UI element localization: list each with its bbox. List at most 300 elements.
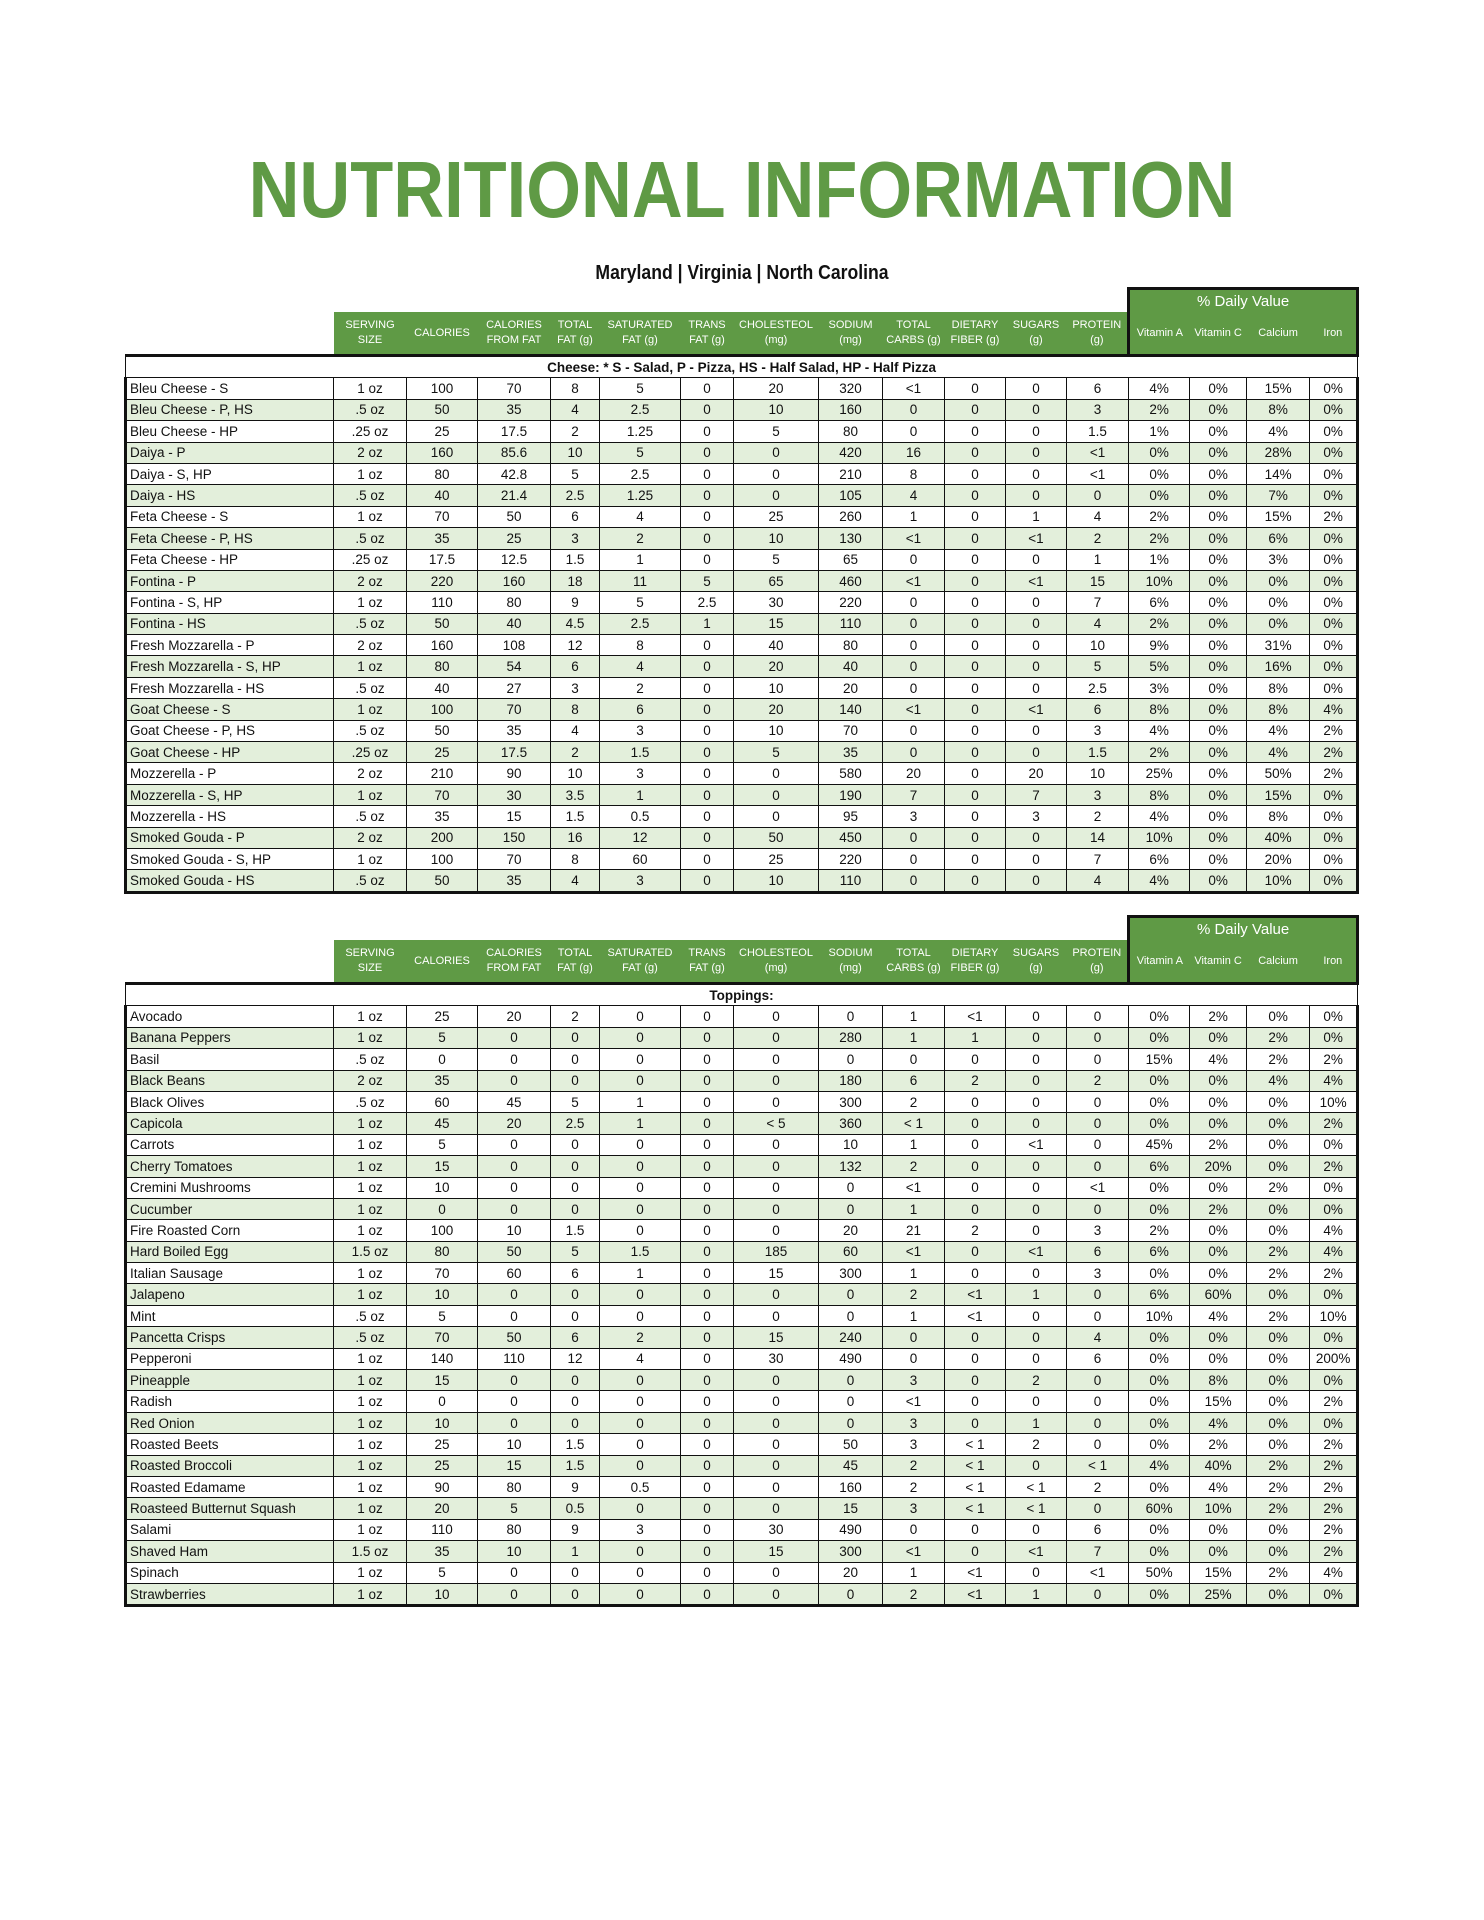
- column-header-iron: Iron: [1310, 940, 1358, 984]
- value-cell-sugars: < 1: [1006, 1476, 1067, 1497]
- value-cell-total-carbs: 1: [883, 1006, 945, 1027]
- value-cell-total-fat: 0: [551, 1305, 600, 1326]
- value-cell-saturated-fat: 0: [600, 1156, 681, 1177]
- value-cell-vitamin-a: 0%: [1129, 1070, 1190, 1091]
- value-cell-vitamin-c: 0%: [1190, 848, 1247, 869]
- value-cell-protein: 10: [1067, 635, 1129, 656]
- value-cell-total-carbs: < 1: [883, 1113, 945, 1134]
- value-cell-saturated-fat: 0: [600, 1434, 681, 1455]
- value-cell-dietary-fiber: 0: [945, 1177, 1006, 1198]
- value-cell-calories: 35: [407, 1070, 478, 1091]
- value-cell-vitamin-c: 0%: [1190, 570, 1247, 591]
- value-cell-serving-size: 2 oz: [334, 827, 407, 848]
- value-cell-dietary-fiber: 0: [945, 1156, 1006, 1177]
- value-cell-sugars: 0: [1006, 1156, 1067, 1177]
- value-cell-calories-from-fat: 35: [478, 870, 551, 892]
- value-cell-sodium: 280: [819, 1027, 883, 1048]
- value-cell-calories-from-fat: 12.5: [478, 549, 551, 570]
- value-cell-total-carbs: 0: [883, 827, 945, 848]
- value-cell-vitamin-c: 4%: [1190, 1476, 1247, 1497]
- value-cell-vitamin-a: 15%: [1129, 1049, 1190, 1070]
- value-cell-dietary-fiber: 0: [945, 378, 1006, 399]
- value-cell-calories-from-fat: 108: [478, 635, 551, 656]
- value-cell-sodium: 190: [819, 784, 883, 805]
- value-cell-total-fat: 0: [551, 1134, 600, 1155]
- table-row: [126, 485, 1358, 506]
- column-header-protein: PROTEIN (g): [1067, 312, 1129, 356]
- value-cell-calcium: 2%: [1247, 1455, 1310, 1476]
- value-cell-cholesterol: 65: [734, 570, 819, 591]
- value-cell-sodium: 0: [819, 1391, 883, 1412]
- value-cell-dietary-fiber: 0: [945, 1391, 1006, 1412]
- value-cell-total-fat: 6: [551, 1263, 600, 1284]
- value-cell-protein: 3: [1067, 784, 1129, 805]
- daily-value-header: % Daily Value: [1129, 289, 1358, 313]
- value-cell-calcium: 0%: [1247, 1113, 1310, 1134]
- value-cell-vitamin-a: 6%: [1129, 1241, 1190, 1262]
- value-cell-protein: 0: [1067, 1027, 1129, 1048]
- value-cell-calcium: 2%: [1247, 1305, 1310, 1326]
- value-cell-calories-from-fat: 15: [478, 806, 551, 827]
- value-cell-calories: 200: [407, 827, 478, 848]
- value-cell-protein: 2.5: [1067, 677, 1129, 698]
- value-cell-dietary-fiber: 0: [945, 763, 1006, 784]
- value-cell-calories-from-fat: 45: [478, 1091, 551, 1112]
- value-cell-calories: 0: [407, 1198, 478, 1219]
- value-cell-vitamin-a: 1%: [1129, 421, 1190, 442]
- value-cell-serving-size: .5 oz: [334, 1305, 407, 1326]
- value-cell-cholesterol: 15: [734, 1263, 819, 1284]
- value-cell-calories-from-fat: 0: [478, 1049, 551, 1070]
- value-cell-total-fat: 0: [551, 1156, 600, 1177]
- value-cell-trans-fat: 0: [681, 1305, 734, 1326]
- value-cell-calories: 25: [407, 1006, 478, 1027]
- value-cell-serving-size: .5 oz: [334, 485, 407, 506]
- value-cell-dietary-fiber: 0: [945, 613, 1006, 634]
- value-cell-total-fat: 0: [551, 1583, 600, 1605]
- value-cell-serving-size: .5 oz: [334, 806, 407, 827]
- value-cell-calories: 15: [407, 1156, 478, 1177]
- value-cell-calories: 60: [407, 1091, 478, 1112]
- value-cell-iron: 0%: [1310, 399, 1358, 420]
- value-cell-serving-size: 1 oz: [334, 506, 407, 527]
- value-cell-iron: 0%: [1310, 485, 1358, 506]
- value-cell-protein: 6: [1067, 1519, 1129, 1540]
- value-cell-serving-size: 1 oz: [334, 784, 407, 805]
- item-name-cell: Bleu Cheese - S: [126, 378, 334, 399]
- value-cell-iron: 4%: [1310, 699, 1358, 720]
- value-cell-calories: 100: [407, 378, 478, 399]
- value-cell-vitamin-c: 2%: [1190, 1198, 1247, 1219]
- value-cell-dietary-fiber: 0: [945, 635, 1006, 656]
- value-cell-calcium: 0%: [1247, 1412, 1310, 1433]
- value-cell-calories: 40: [407, 677, 478, 698]
- value-cell-cholesterol: 15: [734, 613, 819, 634]
- value-cell-vitamin-c: 0%: [1190, 1519, 1247, 1540]
- value-cell-total-fat: 3.5: [551, 784, 600, 805]
- value-cell-sodium: 65: [819, 549, 883, 570]
- value-cell-saturated-fat: 0: [600, 1006, 681, 1027]
- value-cell-trans-fat: 0: [681, 1519, 734, 1540]
- item-name-cell: Carrots: [126, 1134, 334, 1155]
- value-cell-iron: 0%: [1310, 1027, 1358, 1048]
- item-name-cell: Fontina - P: [126, 570, 334, 591]
- value-cell-trans-fat: 0: [681, 720, 734, 741]
- value-cell-calories: 10: [407, 1583, 478, 1605]
- value-cell-sodium: 220: [819, 592, 883, 613]
- value-cell-vitamin-a: 2%: [1129, 1220, 1190, 1241]
- value-cell-calories-from-fat: 90: [478, 763, 551, 784]
- value-cell-total-carbs: 3: [883, 806, 945, 827]
- value-cell-saturated-fat: 1.5: [600, 742, 681, 763]
- value-cell-serving-size: 1 oz: [334, 699, 407, 720]
- value-cell-serving-size: 2 oz: [334, 635, 407, 656]
- value-cell-serving-size: 1 oz: [334, 1498, 407, 1519]
- value-cell-total-fat: 0: [551, 1027, 600, 1048]
- header-spacer: [126, 917, 1129, 941]
- value-cell-protein: 7: [1067, 592, 1129, 613]
- value-cell-iron: 2%: [1310, 1498, 1358, 1519]
- value-cell-trans-fat: 0: [681, 1091, 734, 1112]
- value-cell-trans-fat: 0: [681, 1412, 734, 1433]
- value-cell-saturated-fat: 8: [600, 635, 681, 656]
- value-cell-calcium: 7%: [1247, 485, 1310, 506]
- item-name-cell: Feta Cheese - HP: [126, 549, 334, 570]
- item-name-cell: Red Onion: [126, 1412, 334, 1433]
- value-cell-calories-from-fat: 50: [478, 1327, 551, 1348]
- value-cell-serving-size: 1 oz: [334, 1348, 407, 1369]
- value-cell-vitamin-a: 0%: [1129, 1327, 1190, 1348]
- value-cell-iron: 0%: [1310, 1198, 1358, 1219]
- value-cell-total-carbs: 0: [883, 592, 945, 613]
- value-cell-calories: 80: [407, 463, 478, 484]
- value-cell-iron: 0%: [1310, 635, 1358, 656]
- item-name-cell: Fontina - HS: [126, 613, 334, 634]
- nutrition-table: [124, 287, 1359, 894]
- value-cell-total-carbs: 0: [883, 870, 945, 892]
- value-cell-total-carbs: 0: [883, 742, 945, 763]
- value-cell-dietary-fiber: 0: [945, 1327, 1006, 1348]
- value-cell-sodium: 0: [819, 1284, 883, 1305]
- value-cell-total-fat: 9: [551, 592, 600, 613]
- value-cell-calories-from-fat: 5: [478, 1498, 551, 1519]
- item-name-cell: Fire Roasted Corn: [126, 1220, 334, 1241]
- value-cell-trans-fat: 0: [681, 549, 734, 570]
- value-cell-protein: <1: [1067, 442, 1129, 463]
- value-cell-sugars: <1: [1006, 1241, 1067, 1262]
- value-cell-protein: 0: [1067, 1156, 1129, 1177]
- item-name-cell: Spinach: [126, 1562, 334, 1583]
- value-cell-cholesterol: 0: [734, 1284, 819, 1305]
- value-cell-total-carbs: 1: [883, 1134, 945, 1155]
- value-cell-sodium: 0: [819, 1370, 883, 1391]
- value-cell-cholesterol: 0: [734, 763, 819, 784]
- value-cell-sugars: 0: [1006, 742, 1067, 763]
- value-cell-dietary-fiber: 0: [945, 592, 1006, 613]
- value-cell-vitamin-a: 0%: [1129, 1113, 1190, 1134]
- value-cell-total-carbs: 0: [883, 1049, 945, 1070]
- value-cell-total-fat: 2: [551, 1006, 600, 1027]
- item-name-cell: Black Olives: [126, 1091, 334, 1112]
- value-cell-trans-fat: 0: [681, 1476, 734, 1497]
- value-cell-cholesterol: 5: [734, 421, 819, 442]
- value-cell-calcium: 15%: [1247, 378, 1310, 399]
- value-cell-trans-fat: 1: [681, 613, 734, 634]
- value-cell-protein: 2: [1067, 528, 1129, 549]
- value-cell-calcium: 2%: [1247, 1241, 1310, 1262]
- value-cell-vitamin-c: 0%: [1190, 1177, 1247, 1198]
- value-cell-iron: 0%: [1310, 463, 1358, 484]
- value-cell-protein: 1: [1067, 549, 1129, 570]
- value-cell-calcium: 2%: [1247, 1049, 1310, 1070]
- value-cell-calories-from-fat: 0: [478, 1391, 551, 1412]
- value-cell-serving-size: 1 oz: [334, 1455, 407, 1476]
- value-cell-vitamin-a: 0%: [1129, 1263, 1190, 1284]
- table-row: [126, 1177, 1358, 1198]
- value-cell-serving-size: 1 oz: [334, 656, 407, 677]
- value-cell-cholesterol: 0: [734, 1476, 819, 1497]
- table-row: [126, 763, 1358, 784]
- item-name-cell: Strawberries: [126, 1583, 334, 1605]
- value-cell-vitamin-c: 25%: [1190, 1583, 1247, 1605]
- value-cell-sodium: 20: [819, 677, 883, 698]
- value-cell-iron: 0%: [1310, 827, 1358, 848]
- value-cell-saturated-fat: 1.5: [600, 1241, 681, 1262]
- value-cell-cholesterol: 10: [734, 870, 819, 892]
- value-cell-sugars: 1: [1006, 1412, 1067, 1433]
- value-cell-trans-fat: 0: [681, 442, 734, 463]
- table-row: [126, 592, 1358, 613]
- value-cell-vitamin-a: 0%: [1129, 1519, 1190, 1540]
- value-cell-sodium: 15: [819, 1498, 883, 1519]
- value-cell-saturated-fat: 0: [600, 1391, 681, 1412]
- value-cell-calories-from-fat: 15: [478, 1455, 551, 1476]
- value-cell-total-fat: 1.5: [551, 549, 600, 570]
- value-cell-sodium: 360: [819, 1113, 883, 1134]
- value-cell-vitamin-a: 2%: [1129, 613, 1190, 634]
- value-cell-vitamin-c: 0%: [1190, 592, 1247, 613]
- item-name-cell: Goat Cheese - HP: [126, 742, 334, 763]
- value-cell-saturated-fat: 4: [600, 1348, 681, 1369]
- value-cell-sugars: 1: [1006, 1583, 1067, 1605]
- value-cell-serving-size: 2 oz: [334, 442, 407, 463]
- value-cell-total-fat: 3: [551, 677, 600, 698]
- value-cell-dietary-fiber: 0: [945, 399, 1006, 420]
- value-cell-protein: 0: [1067, 1113, 1129, 1134]
- value-cell-vitamin-a: 0%: [1129, 1177, 1190, 1198]
- value-cell-saturated-fat: 3: [600, 870, 681, 892]
- value-cell-calories-from-fat: 42.8: [478, 463, 551, 484]
- value-cell-vitamin-c: 0%: [1190, 742, 1247, 763]
- value-cell-total-fat: 0: [551, 1198, 600, 1219]
- value-cell-dietary-fiber: 0: [945, 677, 1006, 698]
- value-cell-vitamin-c: 40%: [1190, 1455, 1247, 1476]
- value-cell-dietary-fiber: < 1: [945, 1498, 1006, 1519]
- value-cell-saturated-fat: 1: [600, 1091, 681, 1112]
- value-cell-serving-size: 1 oz: [334, 1391, 407, 1412]
- value-cell-saturated-fat: 3: [600, 720, 681, 741]
- value-cell-total-carbs: 8: [883, 463, 945, 484]
- value-cell-vitamin-a: 2%: [1129, 399, 1190, 420]
- value-cell-calories: 45: [407, 1113, 478, 1134]
- value-cell-calories-from-fat: 0: [478, 1134, 551, 1155]
- value-cell-total-fat: 10: [551, 442, 600, 463]
- value-cell-protein: 6: [1067, 699, 1129, 720]
- value-cell-sugars: 0: [1006, 1391, 1067, 1412]
- value-cell-serving-size: 2 oz: [334, 570, 407, 591]
- value-cell-saturated-fat: 0.5: [600, 1476, 681, 1497]
- value-cell-serving-size: 1 oz: [334, 1434, 407, 1455]
- value-cell-saturated-fat: 6: [600, 699, 681, 720]
- value-cell-trans-fat: 0: [681, 1284, 734, 1305]
- value-cell-vitamin-c: 0%: [1190, 378, 1247, 399]
- value-cell-trans-fat: 0: [681, 1434, 734, 1455]
- value-cell-calcium: 2%: [1247, 1263, 1310, 1284]
- item-column-header: [126, 312, 334, 356]
- value-cell-cholesterol: 20: [734, 656, 819, 677]
- value-cell-calcium: 0%: [1247, 1198, 1310, 1219]
- value-cell-cholesterol: 10: [734, 399, 819, 420]
- value-cell-serving-size: .5 oz: [334, 528, 407, 549]
- value-cell-serving-size: 2 oz: [334, 763, 407, 784]
- value-cell-total-fat: 16: [551, 827, 600, 848]
- table-row: [126, 549, 1358, 570]
- value-cell-calories: 80: [407, 656, 478, 677]
- value-cell-cholesterol: 0: [734, 1583, 819, 1605]
- value-cell-sugars: <1: [1006, 699, 1067, 720]
- value-cell-serving-size: 1.5 oz: [334, 1241, 407, 1262]
- value-cell-iron: 2%: [1310, 1049, 1358, 1070]
- value-cell-calcium: 14%: [1247, 463, 1310, 484]
- value-cell-total-carbs: 0: [883, 549, 945, 570]
- item-name-cell: Daiya - P: [126, 442, 334, 463]
- table-row: [126, 635, 1358, 656]
- value-cell-vitamin-a: 6%: [1129, 1156, 1190, 1177]
- value-cell-sodium: 420: [819, 442, 883, 463]
- value-cell-sugars: 1: [1006, 506, 1067, 527]
- value-cell-iron: 0%: [1310, 1284, 1358, 1305]
- value-cell-total-carbs: 6: [883, 1070, 945, 1091]
- value-cell-calories: 5: [407, 1305, 478, 1326]
- table-row: [126, 1241, 1358, 1262]
- value-cell-trans-fat: 0: [681, 1498, 734, 1519]
- value-cell-serving-size: 1 oz: [334, 1198, 407, 1219]
- value-cell-cholesterol: 10: [734, 677, 819, 698]
- value-cell-vitamin-c: 0%: [1190, 1070, 1247, 1091]
- value-cell-protein: 2: [1067, 1476, 1129, 1497]
- value-cell-dietary-fiber: 0: [945, 1412, 1006, 1433]
- value-cell-calcium: 0%: [1247, 1220, 1310, 1241]
- value-cell-total-carbs: <1: [883, 378, 945, 399]
- value-cell-calories: 10: [407, 1177, 478, 1198]
- value-cell-vitamin-c: 0%: [1190, 399, 1247, 420]
- value-cell-cholesterol: 0: [734, 1177, 819, 1198]
- value-cell-vitamin-c: 0%: [1190, 1263, 1247, 1284]
- value-cell-protein: 0: [1067, 1305, 1129, 1326]
- value-cell-sugars: 0: [1006, 549, 1067, 570]
- value-cell-sugars: 0: [1006, 463, 1067, 484]
- value-cell-total-carbs: <1: [883, 699, 945, 720]
- table-row: [126, 1327, 1358, 1348]
- table-row: [126, 1134, 1358, 1155]
- value-cell-calories-from-fat: 0: [478, 1156, 551, 1177]
- value-cell-saturated-fat: 0: [600, 1583, 681, 1605]
- value-cell-calories-from-fat: 150: [478, 827, 551, 848]
- value-cell-sodium: 132: [819, 1156, 883, 1177]
- value-cell-sugars: 7: [1006, 784, 1067, 805]
- value-cell-protein: 10: [1067, 763, 1129, 784]
- value-cell-sugars: 1: [1006, 1284, 1067, 1305]
- value-cell-cholesterol: 0: [734, 1091, 819, 1112]
- value-cell-total-carbs: 0: [883, 848, 945, 869]
- value-cell-vitamin-a: 0%: [1129, 1391, 1190, 1412]
- value-cell-trans-fat: 0: [681, 784, 734, 805]
- value-cell-sodium: 105: [819, 485, 883, 506]
- value-cell-total-fat: 0: [551, 1284, 600, 1305]
- value-cell-serving-size: 1 oz: [334, 1220, 407, 1241]
- value-cell-sugars: 0: [1006, 485, 1067, 506]
- value-cell-vitamin-c: 0%: [1190, 1220, 1247, 1241]
- value-cell-cholesterol: 0: [734, 1455, 819, 1476]
- value-cell-total-carbs: 3: [883, 1434, 945, 1455]
- value-cell-calories: 5: [407, 1562, 478, 1583]
- value-cell-calories-from-fat: 27: [478, 677, 551, 698]
- value-cell-vitamin-c: 0%: [1190, 827, 1247, 848]
- value-cell-trans-fat: 0: [681, 1134, 734, 1155]
- value-cell-sodium: 580: [819, 763, 883, 784]
- value-cell-protein: 4: [1067, 613, 1129, 634]
- value-cell-protein: 4: [1067, 506, 1129, 527]
- value-cell-sugars: 0: [1006, 870, 1067, 892]
- value-cell-calories-from-fat: 17.5: [478, 421, 551, 442]
- value-cell-sugars: 0: [1006, 399, 1067, 420]
- value-cell-sugars: 0: [1006, 1519, 1067, 1540]
- table-row: [126, 1070, 1358, 1091]
- value-cell-protein: 15: [1067, 570, 1129, 591]
- table-row: [126, 1049, 1358, 1070]
- value-cell-dietary-fiber: <1: [945, 1305, 1006, 1326]
- value-cell-dietary-fiber: 0: [945, 528, 1006, 549]
- table-row: [126, 1498, 1358, 1519]
- value-cell-total-carbs: 2: [883, 1156, 945, 1177]
- value-cell-saturated-fat: 0: [600, 1134, 681, 1155]
- value-cell-saturated-fat: 1.25: [600, 421, 681, 442]
- value-cell-calcium: 8%: [1247, 399, 1310, 420]
- value-cell-vitamin-c: 60%: [1190, 1284, 1247, 1305]
- value-cell-protein: 6: [1067, 1241, 1129, 1262]
- toppings-nutrition-table: [124, 915, 1356, 1607]
- value-cell-vitamin-a: 45%: [1129, 1134, 1190, 1155]
- value-cell-iron: 200%: [1310, 1348, 1358, 1369]
- value-cell-saturated-fat: 0: [600, 1412, 681, 1433]
- value-cell-cholesterol: 0: [734, 1027, 819, 1048]
- value-cell-dietary-fiber: 0: [945, 1263, 1006, 1284]
- value-cell-serving-size: 1 oz: [334, 1006, 407, 1027]
- value-cell-iron: 0%: [1310, 1327, 1358, 1348]
- value-cell-calcium: 0%: [1247, 1519, 1310, 1540]
- value-cell-total-carbs: 2: [883, 1476, 945, 1497]
- value-cell-serving-size: 1 oz: [334, 592, 407, 613]
- value-cell-trans-fat: 0: [681, 870, 734, 892]
- value-cell-iron: 0%: [1310, 592, 1358, 613]
- value-cell-iron: 2%: [1310, 1156, 1358, 1177]
- item-name-cell: Italian Sausage: [126, 1263, 334, 1284]
- table-row: [126, 806, 1358, 827]
- item-name-cell: Fresh Mozzarella - HS: [126, 677, 334, 698]
- value-cell-total-fat: 9: [551, 1476, 600, 1497]
- value-cell-sodium: 110: [819, 613, 883, 634]
- value-cell-dietary-fiber: 0: [945, 1198, 1006, 1219]
